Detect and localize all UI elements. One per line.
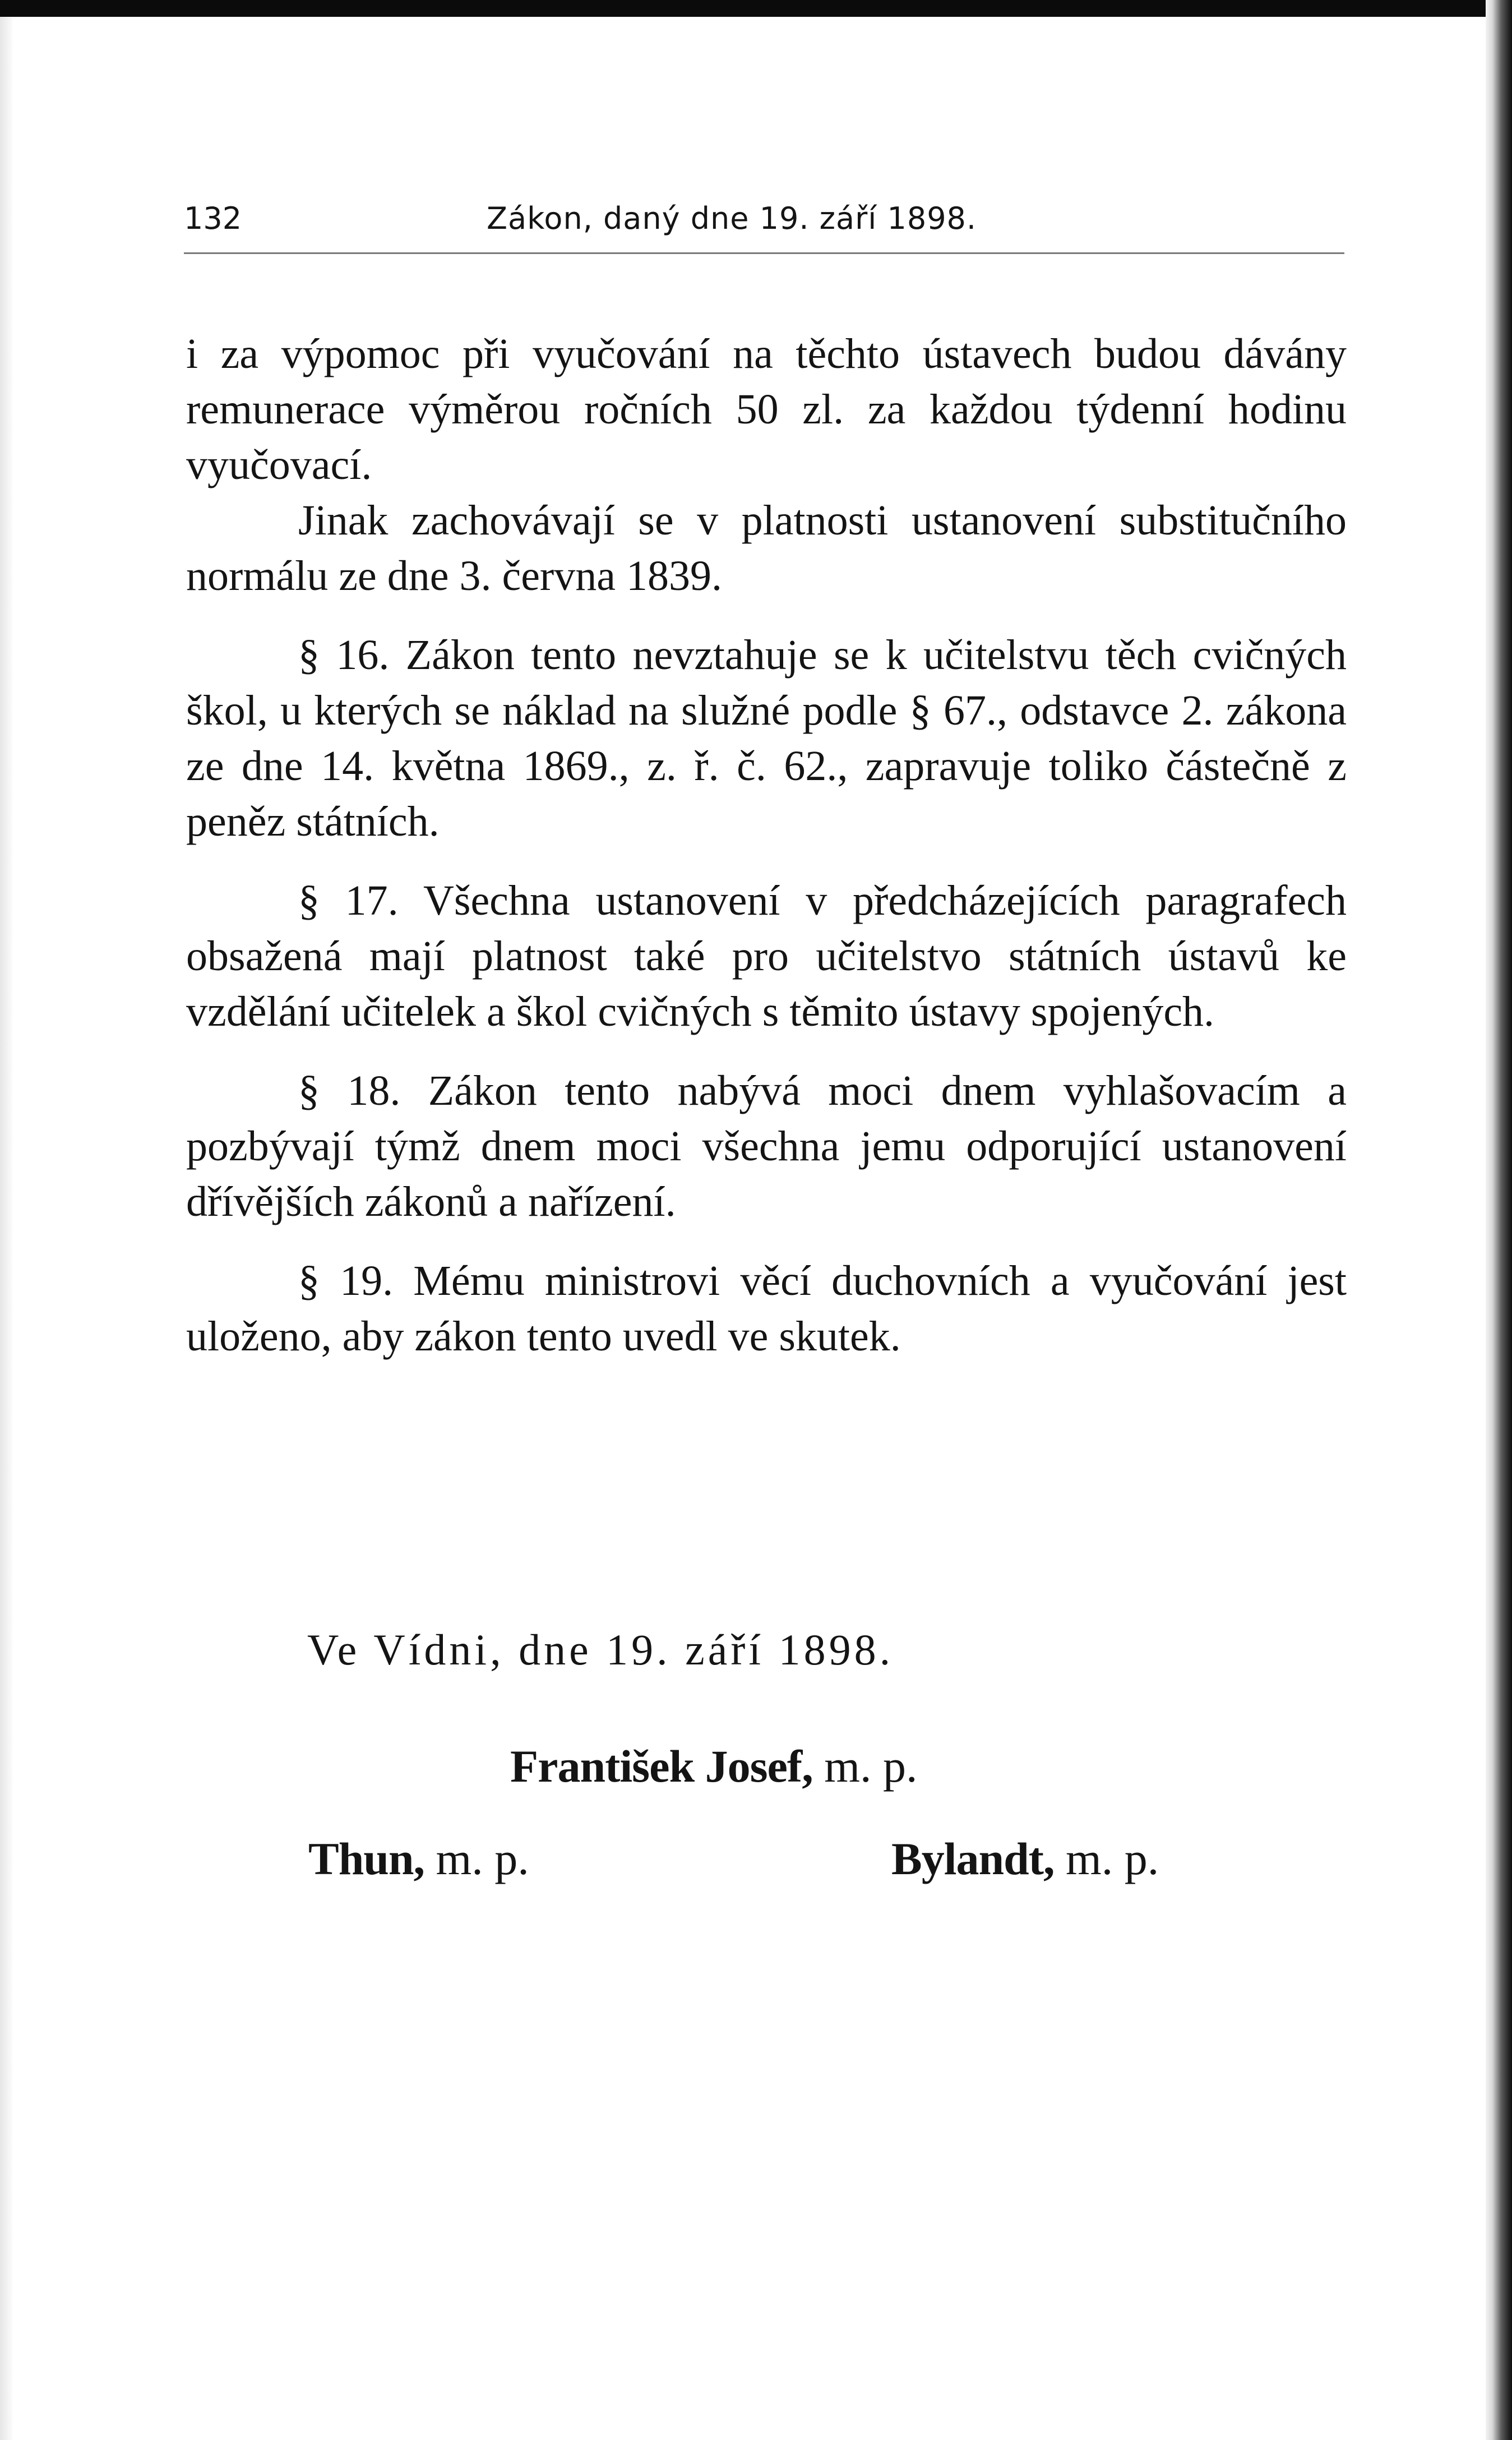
paragraph-section-19: § 19. Mému ministrovi věcí duchovních a vyučování jest uloženo, aby zákon tento uvedl ve skutek. xyxy=(186,1257,1347,1360)
signature-thun-name: Thun, xyxy=(308,1833,425,1884)
paragraph-section-17: § 17. Všechna ustanovení v předcházejících paragrafech obsažená mají platnost také pro učitelstvo státních ústavů ke vzdělání učitelek a škol cvičných s těmito ústavy spojených. xyxy=(186,877,1347,1035)
signature-emperor-suffix: m. p. xyxy=(824,1741,918,1792)
paragraph-remuneration: i za výpomoc při vyučování na těchto ústavech budou dávány remunerace výměrou ročních 50 zl. za každou týdenní hodinu vyučovací. xyxy=(186,330,1347,488)
signature-thun-suffix: m. p. xyxy=(436,1833,529,1884)
page-number: 132 xyxy=(184,201,242,236)
paragraph-substitution-norm: Jinak zachovávají se v platnosti ustanovení substitučního normálu ze dne 3. června 1839. xyxy=(186,497,1347,599)
signature-bylandt-suffix: m. p. xyxy=(1066,1833,1159,1884)
paragraph-section-16: § 16. Zákon tento nevztahuje se k učitelstvu těch cvičných škol, u kterých se náklad na služné podle § 67., odstavce 2. zákona ze dne 14. května 1869., z. ř. č. 62., zapravuje toliko částečně z peněz státních. xyxy=(186,631,1347,845)
running-head: Zákon, daný dne 19. září 1898. xyxy=(487,201,977,236)
signature-emperor-name: František Josef, xyxy=(510,1741,813,1792)
signature-bylandt xyxy=(891,1830,1159,1888)
page-right-border xyxy=(1486,0,1512,2440)
header-rule xyxy=(184,252,1344,254)
signature-thun xyxy=(308,1830,529,1888)
signature-emperor xyxy=(510,1737,918,1796)
signature-bylandt-name: Bylandt, xyxy=(891,1833,1055,1884)
paragraph-section-18: § 18. Zákon tento nabývá moci dnem vyhlašovacím a pozbývají týmž dnem moci všechna jemu odporující ustanovení dřívějších zákonů a nařízení. xyxy=(186,1067,1347,1225)
page-top-border xyxy=(0,0,1512,17)
page-left-edge xyxy=(0,17,12,2440)
place-date: Ve Vídni, dne 19. září 1898. xyxy=(307,1625,894,1674)
page-header xyxy=(184,193,1344,244)
body-text xyxy=(186,326,1347,1364)
